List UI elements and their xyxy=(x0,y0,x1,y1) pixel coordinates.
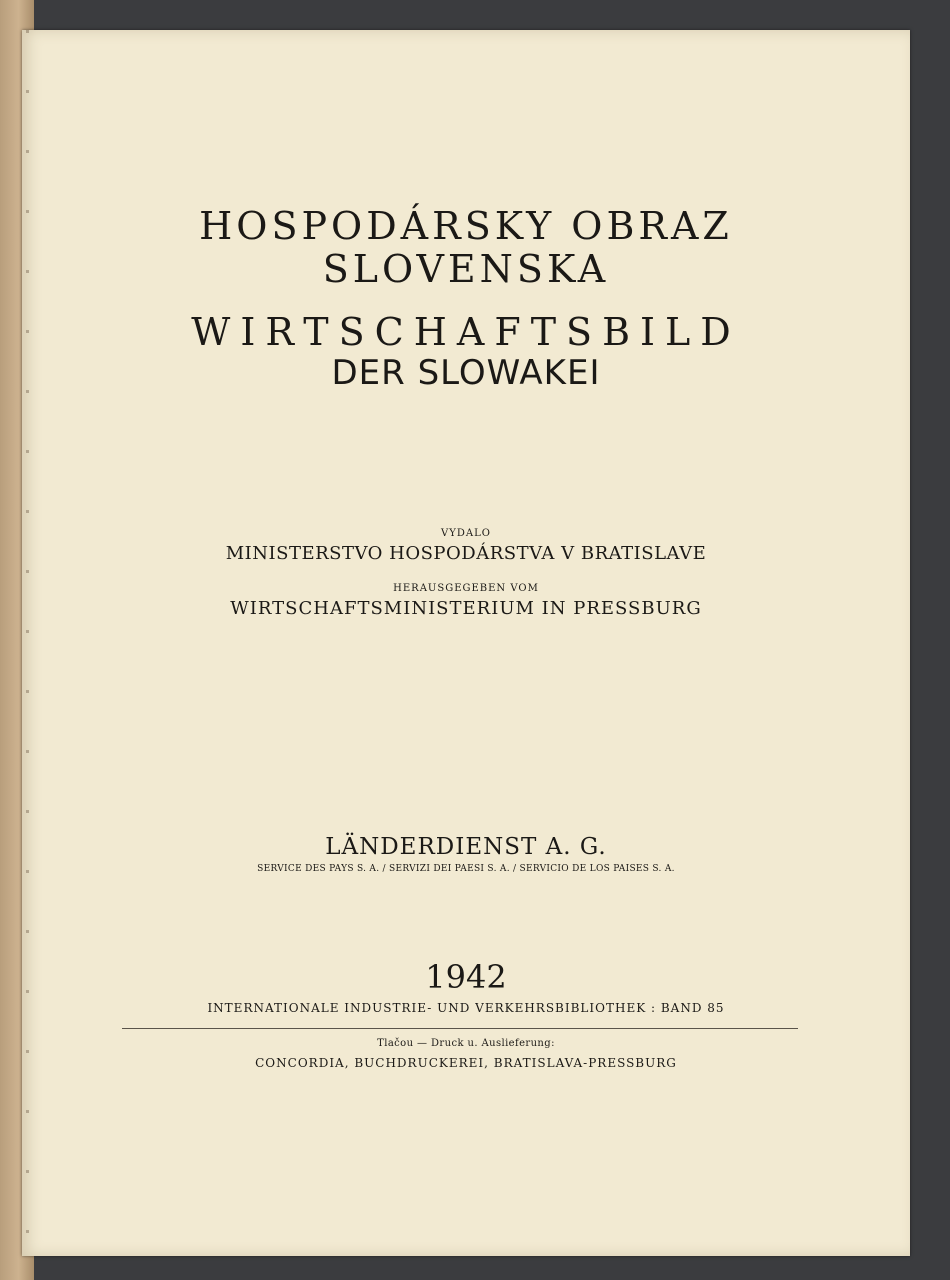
title-slovak-line-2: SLOVENSKA xyxy=(322,247,610,291)
printer-label: Tlačou — Druck u. Auslieferung: xyxy=(377,1038,555,1049)
publisher-label-german: HERAUSGEGEBEN VOM xyxy=(393,583,539,594)
publisher-name-german: WIRTSCHAFTSMINISTERIUM IN PRESSBURG xyxy=(230,598,702,619)
publication-year: 1942 xyxy=(425,958,507,996)
title-german-line-2: DER SLOWAKEI xyxy=(331,353,601,393)
company-services: SERVICE DES PAYS S. A. / SERVIZI DEI PAESI S. A. / SERVICIO DE LOS PAISES S. A. xyxy=(257,864,675,874)
series-line: INTERNATIONALE INDUSTRIE- UND VERKEHRSBIBLIOTHEK : BAND 85 xyxy=(207,1001,725,1015)
title-german-line-1: WIRTSCHAFTSBILD xyxy=(191,310,741,354)
publisher-name-slovak: MINISTERSTVO HOSPODÁRSTVA V BRATISLAVE xyxy=(225,543,707,564)
publisher-label-slovak: VYDALO xyxy=(441,528,491,539)
divider-rule xyxy=(122,1028,798,1029)
company-name: LÄNDERDIENST A. G. xyxy=(325,834,607,860)
printer-name: CONCORDIA, BUCHDRUCKEREI, BRATISLAVA-PRESSBURG xyxy=(255,1056,677,1070)
title-slovak-line-1: HOSPODÁRSKY OBRAZ xyxy=(199,204,733,248)
title-page xyxy=(22,30,910,1256)
